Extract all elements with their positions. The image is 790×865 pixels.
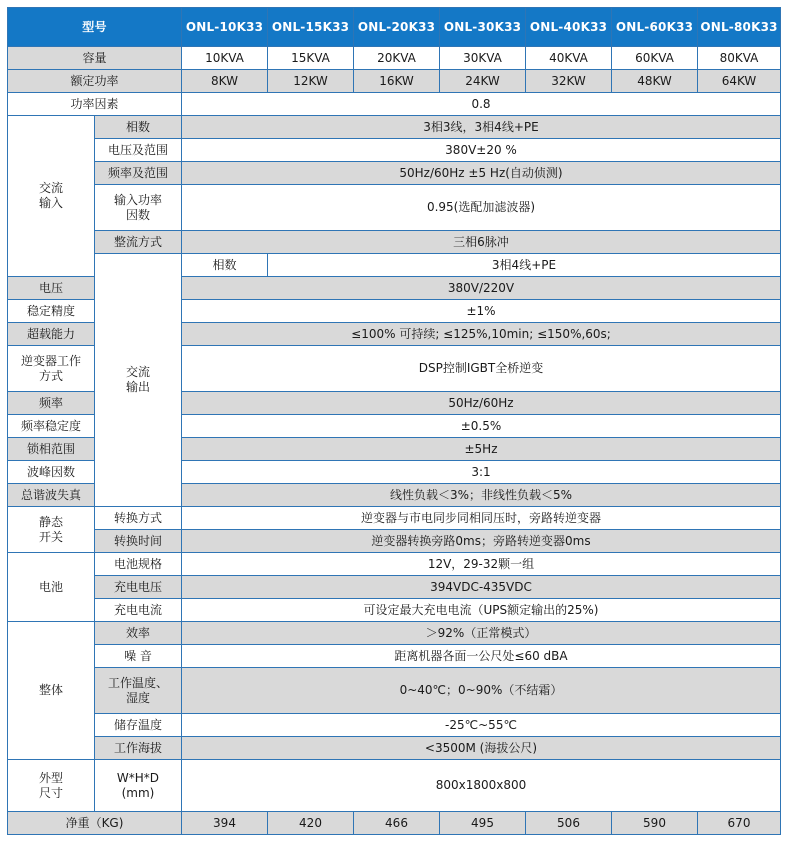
cell-value: 590 [612,812,698,835]
cell-value: 420 [268,812,354,835]
cell-value: 3相3线，3相4线+PE [182,116,781,139]
row-label [95,185,182,231]
cell-value: 50Hz/60Hz ±5 Hz(自动侦测) [182,162,781,185]
battery-voltage-row [8,576,781,599]
row-label: 储存温度 [95,714,182,737]
row-label: 相数 [182,254,268,277]
cell-value: 380V±20 % [182,139,781,162]
cell-value: 394VDC-435VDC [182,576,781,599]
group-dimensions [8,760,95,812]
row-label: 容量 [8,47,182,70]
row-label: 频率 [8,392,95,415]
cell-value: 0~40℃；0~90%（不结霜） [182,668,781,714]
model-column-header: ONL-10K33 [182,8,268,47]
rated-power-row [8,70,781,93]
cell-value: 394 [182,812,268,835]
cell-value: ＞92%（正常模式） [182,622,781,645]
ac-input-pf-row [8,185,781,231]
row-label: 额定功率 [8,70,182,93]
row-label: 超载能力 [8,323,95,346]
cell-value: 线性负载＜3%；非线性负载＜5% [182,484,781,507]
group-label: 外型 [38,770,63,785]
row-label: 稳定精度 [8,300,95,323]
battery-current-row [8,599,781,622]
cell-value: 670 [698,812,781,835]
row-label [8,346,95,392]
row-label: 充电电压 [95,576,182,599]
row-label-line: 因数 [125,207,150,222]
row-label: 工作海拔 [95,737,182,760]
model-column-header: ONL-60K33 [612,8,698,47]
row-label: 充电电流 [95,599,182,622]
cell-value: 380V/220V [182,277,781,300]
capacity-row [8,47,781,70]
cell-value: 12V，29-32颗一组 [182,553,781,576]
group-overall: 整体 [8,622,95,760]
model-column-header: ONL-80K33 [698,8,781,47]
cell-value: 逆变器与市电同步同相同压时，旁路转逆变器 [182,507,781,530]
overall-noise-row [8,645,781,668]
cell-value: 三相6脉冲 [182,231,781,254]
group-label: 开关 [38,529,63,544]
row-label-line: 输入功率 [113,192,162,207]
row-label: 功率因素 [8,93,182,116]
cell-value: 8KW [182,70,268,93]
group-ac-input [8,116,95,277]
static-switch-mode-row [8,507,781,530]
battery-spec-row [8,553,781,576]
cell-value: 12KW [268,70,354,93]
row-label-line: 方式 [38,368,63,383]
cell-value: 64KW [698,70,781,93]
header-row [8,8,781,47]
group-label: 交流 [125,365,150,379]
group-static-switch [8,507,95,553]
row-label: 总谐波失真 [8,484,95,507]
row-label: 锁相范围 [8,438,95,461]
cell-value: 可设定最大充电电流（UPS额定输出的25%) [182,599,781,622]
ac-input-phase-row [8,116,781,139]
row-label [95,668,182,714]
row-label: 转换时间 [95,530,182,553]
row-label: 频率稳定度 [8,415,95,438]
group-label: 静态 [38,514,63,529]
cell-value: ±1% [182,300,781,323]
ac-input-rectifier-row [8,231,781,254]
cell-value: 逆变器转换旁路0ms；旁路转逆变器0ms [182,530,781,553]
model-column-header: ONL-20K33 [354,8,440,47]
cell-value: 466 [354,812,440,835]
cell-value: 506 [526,812,612,835]
cell-value: 495 [440,812,526,835]
row-label: 频率及范围 [95,162,182,185]
cell-value: 0.8 [182,93,781,116]
ac-input-voltage-row [8,139,781,162]
cell-value: 10KVA [182,47,268,70]
model-column-header: ONL-30K33 [440,8,526,47]
row-label-line: 逆变器工作 [20,353,81,368]
cell-value: 24KW [440,70,526,93]
row-label: 电池规格 [95,553,182,576]
model-column-header: ONL-40K33 [526,8,612,47]
net-weight-row [8,812,781,835]
cell-value: 20KVA [354,47,440,70]
group-battery: 电池 [8,553,95,622]
overall-efficiency-row [8,622,781,645]
overall-storage-temp-row [8,714,781,737]
row-label-line: 湿度 [125,690,150,705]
row-label: 净重（KG) [8,812,182,835]
cell-value: ±5Hz [182,438,781,461]
cell-value: 80KVA [698,47,781,70]
cell-value: ≤100% 可持续; ≤125%,10min; ≤150%,60s; [182,323,781,346]
ac-output-phase-row [8,254,781,277]
group-label: 输出 [125,380,150,394]
row-label-line: W*H*D [116,770,160,785]
cell-value: 32KW [526,70,612,93]
cell-value: 800x1800x800 [182,760,781,812]
row-label: 波峰因数 [8,461,95,484]
row-label: 电压及范围 [95,139,182,162]
cell-value: 0.95(选配加滤波器) [182,185,781,231]
model-header: 型号 [8,8,182,47]
row-label: 噪 音 [95,645,182,668]
cell-value: 40KVA [526,47,612,70]
row-label: 转换方式 [95,507,182,530]
overall-temp-humidity-row [8,668,781,714]
cell-value: 60KVA [612,47,698,70]
cell-value: 30KVA [440,47,526,70]
cell-value: 16KW [354,70,440,93]
row-label: 效率 [95,622,182,645]
cell-value: 3:1 [182,461,781,484]
ac-input-frequency-row [8,162,781,185]
row-label [95,760,182,812]
static-switch-time-row [8,530,781,553]
cell-value: 50Hz/60Hz [182,392,781,415]
row-label-line: (mm) [121,785,155,800]
cell-value: 距离机器各面一公尺处≤60 dBA [182,645,781,668]
cell-value: -25℃~55℃ [182,714,781,737]
group-label: 交流 [38,181,63,195]
dimensions-row [8,760,781,812]
spec-table [7,7,781,835]
overall-altitude-row [8,737,781,760]
row-label-line: 工作温度、 [107,675,168,690]
cell-value: 15KVA [268,47,354,70]
row-label: 电压 [8,277,95,300]
model-column-header: ONL-15K33 [268,8,354,47]
cell-value: 48KW [612,70,698,93]
group-label: 输入 [38,196,63,210]
row-label: 整流方式 [95,231,182,254]
cell-value: DSP控制IGBT全桥逆变 [182,346,781,392]
row-label: 相数 [95,116,182,139]
group-label: 尺寸 [38,785,63,800]
cell-value: 3相4线+PE [268,254,781,277]
cell-value: <3500M (海拔公尺) [182,737,781,760]
power-factor-row [8,93,781,116]
group-ac-output [95,254,182,507]
cell-value: ±0.5% [182,415,781,438]
